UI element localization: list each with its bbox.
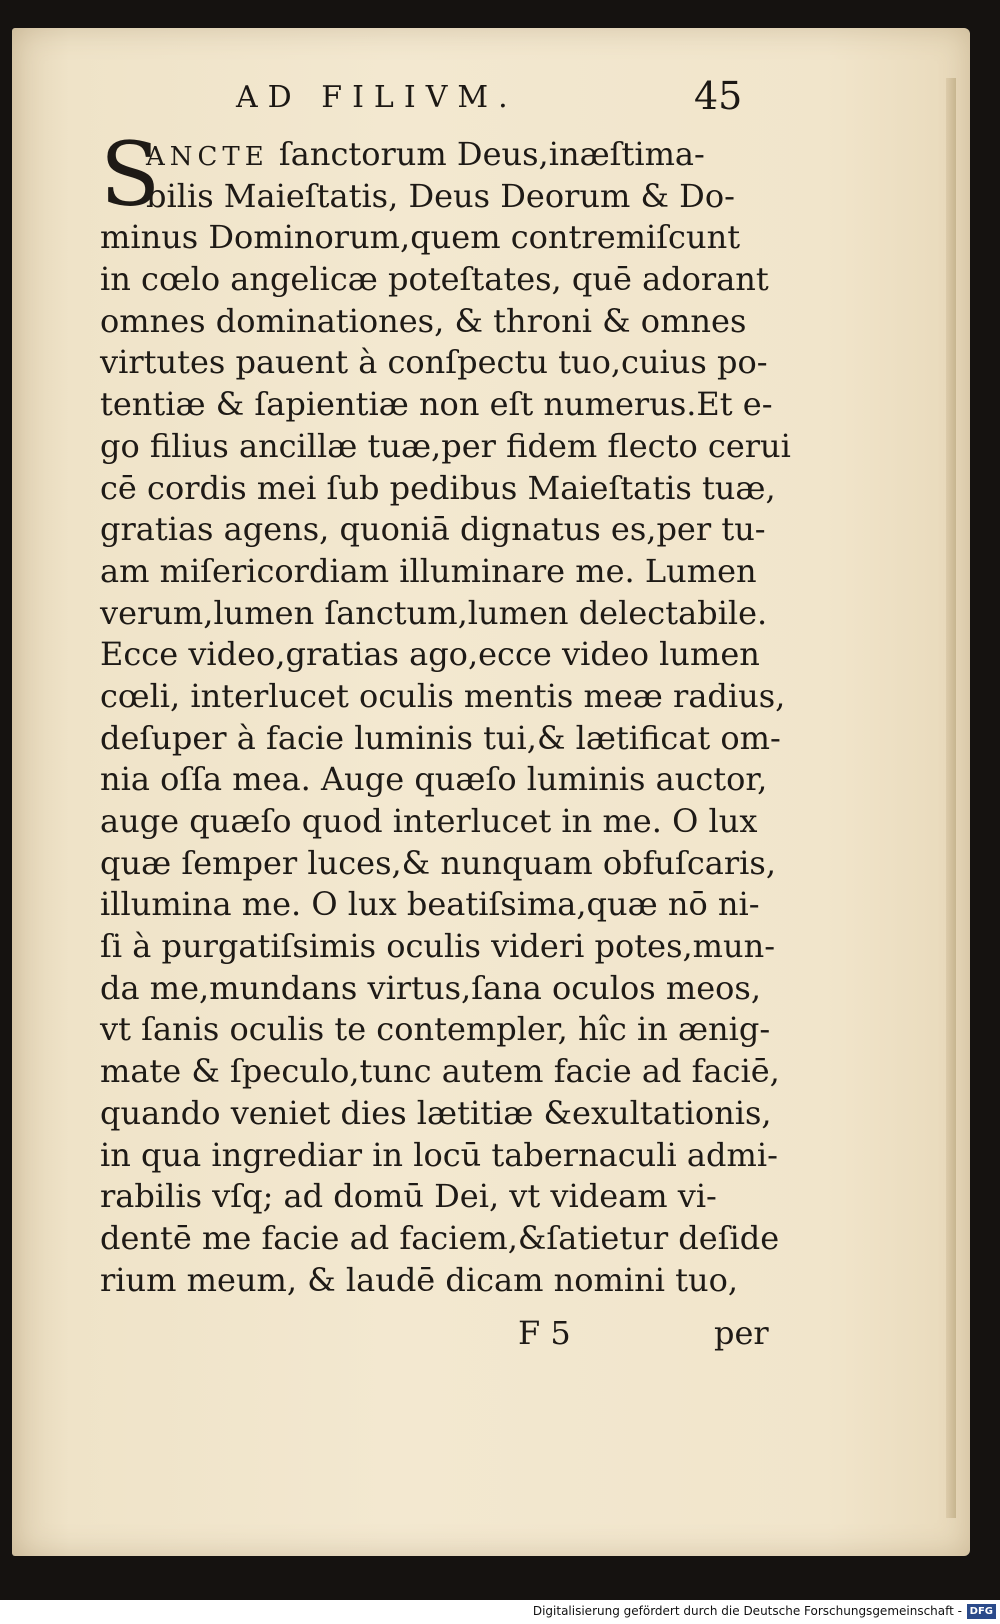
text-line-22: vt ſanis oculis te contempler, hîc in ænig- (100, 1010, 771, 1049)
text-line-25: in qua ingrediar in locū tabernaculi admi- (100, 1135, 778, 1174)
signature-mark: F 5 (518, 1314, 571, 1352)
text-block (100, 123, 791, 1301)
text-line-11: am miſericordiam illuminare me. Lumen (100, 551, 757, 590)
text-line-19: illumina me. O lux beatiſsima,quæ nō ni- (100, 885, 760, 924)
text-line-24: quando veniet dies lætitiæ &exultationis, (100, 1093, 772, 1132)
text-line-21: da me,mundans virtus,ſana oculos meos, (100, 968, 761, 1007)
text-line-16: nia oſſa mea. Auge quæſo luminis auctor, (100, 760, 768, 799)
text-line-10: gratias agens, quoniā dignatus es,per tu- (100, 510, 766, 549)
text-line-17: auge quæſo quod interlucet in me. O lux (100, 802, 758, 840)
text-line-20: ſi à purgatiſsimis oculis videri potes,mun- (100, 927, 776, 966)
text-line-9: cē cordis mei ſub pedibus Maieſtatis tuæ, (100, 468, 776, 507)
text-line-4: in cœlo angelicæ poteſtates, quē adorant (100, 260, 769, 299)
text-line-13: Ecce video,gratias ago,ecce video lumen (100, 635, 760, 674)
text-line-2: bilis Maieſtatis, Deus Deorum & Do- (146, 176, 735, 215)
text-line-27: dentē me facie ad faciem,&ſatietur deſide (100, 1218, 780, 1257)
text-line-14: cœli, interlucet oculis mentis meæ radius, (100, 676, 786, 715)
text-line-18: quæ ſemper luces,& nunquam obfuſcaris, (100, 843, 776, 882)
text-line-15: deſuper à facie luminis tui,& lætificat om- (100, 718, 781, 757)
text-line-12: verum,lumen ſanctum,lumen delectabile. (100, 593, 768, 632)
text-line-3: minus Dominorum,quem contremiſcunt (100, 218, 741, 257)
text-line-1-rest: ſanctorum Deus,inæſtima- (278, 135, 705, 173)
text-line-23: mate & ſpeculo,tunc autem facie ad faciē, (100, 1052, 780, 1091)
footer-credit: Digitalisierung gefördert durch die Deutsche Forschungsgemeinschaft - (532, 1604, 962, 1618)
text-line-26: rabilis vſq; ad domū Dei, vt videam vi- (100, 1177, 717, 1216)
text-line-28: rium meum, & laudē dicam nomini tuo, (100, 1260, 739, 1299)
first-line-caps: ANCTE (146, 142, 269, 172)
page-edge (946, 78, 956, 1518)
text-line-8: go filius ancillæ tuæ,per fidem flecto cerui (100, 426, 791, 465)
text-line-7: tentiæ & ſapientiæ non eſt numerus.Et e- (100, 385, 773, 424)
running-head: AD FILIVM. (236, 80, 518, 115)
page-number: 45 (694, 74, 743, 118)
drop-cap: S (100, 123, 161, 226)
catchword: per (714, 1314, 769, 1352)
text-line-6: virtutes pauent à conſpectu tuo,cuius po- (100, 343, 768, 382)
text-line-5: omnes dominationes, & throni & omnes (100, 301, 747, 340)
dfg-logo[interactable]: DFG (967, 1604, 996, 1619)
